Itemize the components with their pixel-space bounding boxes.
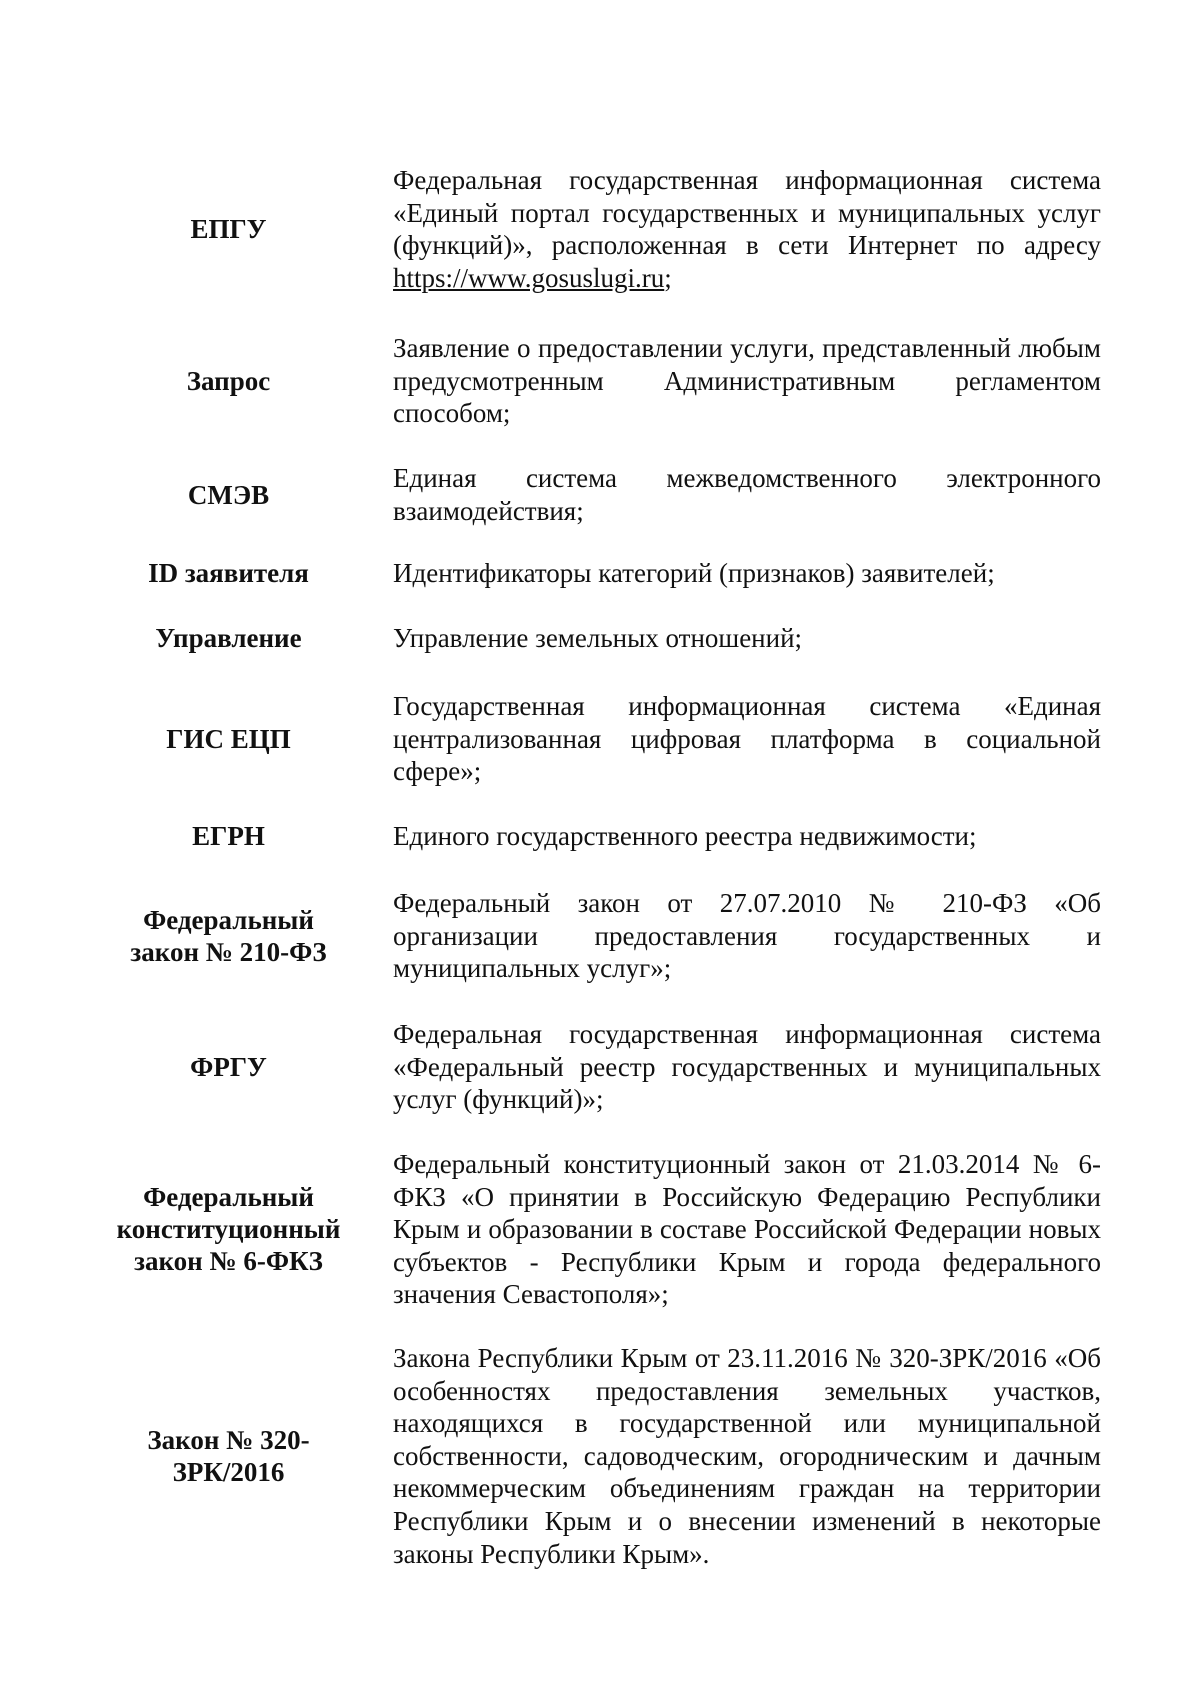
term-label: ID заявителя [148,558,309,589]
definition-text: Федеральный конституционный закон от 21.03.2014 № 6-ФКЗ «О принятии в Российскую Федерацию Республики Крым и образовании в составе Российской Федерации новых субъектов - Республики Крым и города федерального значения Севастополя»; [393,1149,1101,1310]
definition-text: Идентификаторы категорий (признаков) заявителей; [393,558,995,588]
glossary-entry-6-fkz [0,1148,1200,1311]
glossary-entry-zapros [0,332,1200,430]
definition-text: Единого государственного реестра недвижимости; [393,821,977,851]
definition-text: Заявление о предоставлении услуги, представленный любым предусмотренным Административным регламентом способом; [393,333,1101,429]
definition-suffix: ; [664,262,672,293]
gosuslugi-link[interactable]: https://www.gosuslugi.ru [393,262,665,293]
glossary-entry-egrn [0,820,1200,853]
glossary-entry-210-fz [0,887,1200,985]
glossary-entry-frgu [0,1018,1200,1116]
glossary-entry-smev [0,462,1200,527]
definition-text: Государственная информационная система «Единая централизованная цифровая платформа в социальной сфере»; [393,691,1101,787]
definition-text: Закона Республики Крым от 23.11.2016 № 320-ЗРК/2016 «Об особенностях предоставления земельных участков, находящихся в государственной или муниципальной собственности, садоводческим, огородническим и дачным некоммерческим объединениям граждан на территории Республики Крым и о внесении изменений в некоторые законы Республики Крым». [393,1343,1101,1569]
definition-text: Единая система межведомственного электронного взаимодействия; [393,463,1101,526]
term-label: ГИС ЕЦП [166,723,291,754]
definition-body: Федеральная государственная информационная система «Единый портал государственных и муниципальных услуг (функций)», расположенная в сети Интернет по адресу [393,165,1101,261]
term-label: ФРГУ [190,1051,267,1082]
glossary-entry-upravlenie [0,622,1200,655]
glossary-entry-320-zrk [0,1342,1200,1570]
term-label: ЕПГУ [190,214,267,245]
glossary-entry-gis-ecp [0,690,1200,788]
term-label: Управление [155,623,302,654]
definition-text: Управление земельных отношений; [393,623,803,653]
glossary-entry-epgu [0,164,1200,294]
glossary-entry-applicant-id [0,557,1200,590]
definition-text: Федеральная государственная информационная система «Федеральный реестр государственных и муниципальных услуг (функций)»; [393,1019,1101,1115]
term-label: Запрос [186,365,271,396]
term-label: СМЭВ [187,479,270,510]
term-label: Закон № 320-ЗРК/2016 [147,1425,310,1488]
term-label: Федеральный конституционный закон № 6-ФКЗ [116,1182,341,1277]
term-label: Федеральный закон № 210-ФЗ [130,904,327,967]
definition-text [393,164,1101,294]
definition-text: Федеральный закон от 27.07.2010 № 210-ФЗ «Об организации предоставления государственных и муниципальных услуг»; [393,888,1101,984]
term-label: ЕГРН [192,821,265,852]
